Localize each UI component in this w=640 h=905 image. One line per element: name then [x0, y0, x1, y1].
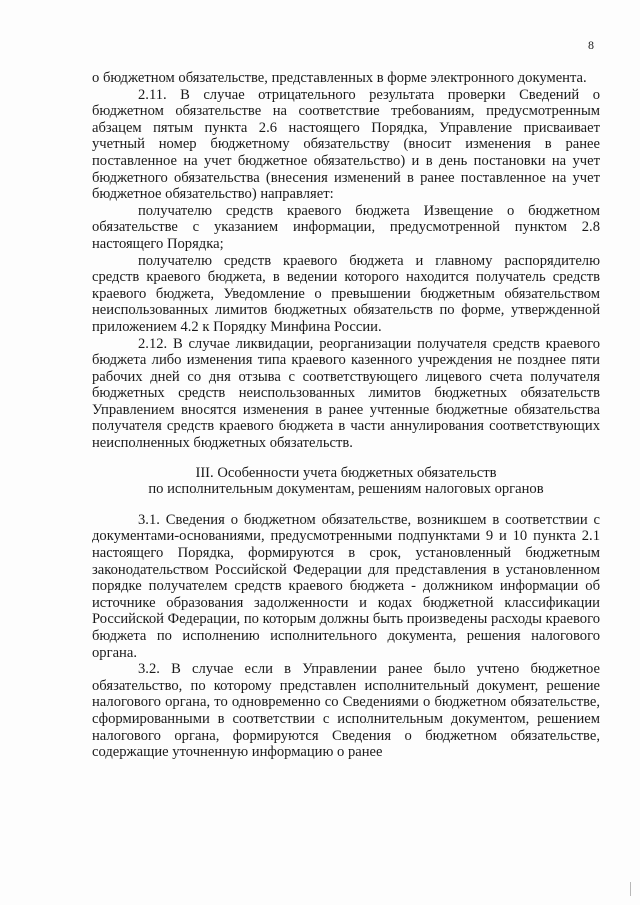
paragraph-3-1: 3.1. Сведения о бюджетном обязательстве, возникшем в соответствии с документами-основаниями, предусмотренными подпунктами 9 и 10 пункта 2.1 настоящего Порядка, формируются в срок, установленный бюджетным законодательством Российской Федерации для представления в установленном порядке получателем средств краевого бюджета - должником информации об источнике образования задолженности и кодах бюджетной классификации Российской Федерации, по которым должны быть произведены расходы краевого бюджета по исполнению исполнительного документа, решения налогового органа. [92, 511, 600, 661]
paragraph-3-2: 3.2. В случае если в Управлении ранее было учтено бюджетное обязательство, по которому представлен исполнительный документ, решение налогового органа, то одновременно со Сведениями о бюджетном обязательстве, сформированными в соответствии с исполнительным документом, решением налогового органа, формируются Сведения о бюджетном обязательстве, содержащие уточненную информацию о ранее [92, 661, 600, 761]
document-body [92, 70, 600, 761]
section-title-line-2: по исполнительным документам, решениям налоговых органов [148, 481, 544, 498]
paragraph-2-11: 2.11. В случае отрицательного результата проверки Сведений о бюджетном обязательстве на соответствие требованиям, предусмотренным абзацем пятым пункта 2.6 настоящего Порядка, Управление присваивает учетный номер бюджетному обязательству (вносит изменения в ранее поставленное на учет бюджетное обязательство) и в день постановки на учет бюджетного обязательства (внесения изменений в ранее поставленное на учет бюджетное обязательство) направляет: [92, 86, 600, 203]
section-title-line-1: III. Особенности учета бюджетных обязательств [195, 464, 497, 481]
section-heading [92, 465, 600, 498]
paragraph-2-11-recipient-1: получателю средств краевого бюджета Извещение о бюджетном обязательстве с указанием информации, предусмотренной пунктом 2.8 настоящего Порядка; [92, 202, 600, 252]
paragraph-2-11-recipient-2: получателю средств краевого бюджета и главному распорядителю средств краевого бюджета, в ведении которого находится получатель средств краевого бюджета, Уведомление о превышении бюджетным обязательством неиспользованных лимитов бюджетных обязательств по форме, утвержденной приложением 4.2 к Порядку Минфина России. [92, 252, 600, 335]
paragraph-continuation: о бюджетном обязательстве, представленных в форме электронного документа. [92, 70, 587, 86]
scan-edge-mark [630, 882, 631, 896]
paragraph-2-12: 2.12. В случае ликвидации, реорганизации получателя средств краевого бюджета либо изменения типа краевого казенного учреждения не позднее пяти рабочих дней со дня отзыва с соответствующего лицевого счета получателя бюджетных средств неиспользованных лимитов бюджетных обязательств Управлением вносятся изменения в ранее учтенные бюджетные обязательства получателя средств краевого бюджета в части аннулирования соответствующих неисполненных бюджетных обязательств. [92, 335, 600, 452]
page-number: 8 [588, 38, 594, 52]
